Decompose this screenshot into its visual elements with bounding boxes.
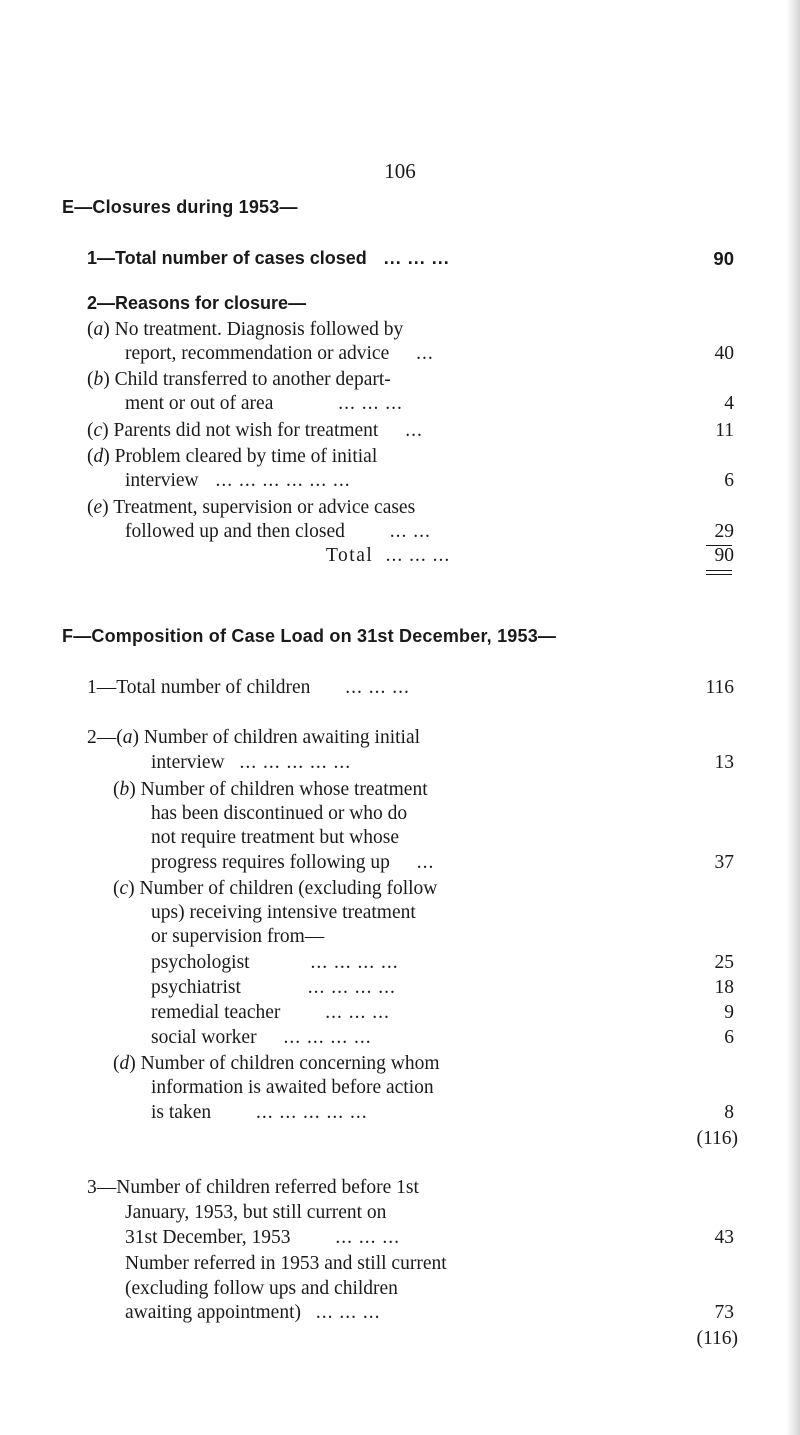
f-item2c-psychiatrist: psychiatrist ... ... ... ... — [151, 977, 396, 998]
e-reason-b-value: 4 — [724, 393, 734, 414]
e-reason-c-value: 11 — [715, 420, 734, 441]
f-item3b-line2: (excluding follow ups and children — [125, 1278, 398, 1299]
e-total-double-rule-2 — [706, 574, 732, 575]
f-item2a-cont: interview ... ... ... ... ... — [151, 752, 352, 773]
f-item3-line3: 31st December, 1953 ... ... ... — [125, 1227, 400, 1248]
f-item2b-value: 37 — [714, 852, 734, 873]
f-item2d-value: 8 — [724, 1102, 734, 1123]
e-reason-a-value: 40 — [714, 343, 734, 364]
e-reason-e-value: 29 — [714, 521, 734, 542]
f-item2a-value: 13 — [714, 752, 734, 773]
f-item2c-psychologist: psychologist ... ... ... ... — [151, 952, 399, 973]
f-item2c-psychologist-value: 25 — [714, 952, 734, 973]
e-reason-d: (d) Problem cleared by time of initial — [87, 446, 378, 467]
f-item2d: (d) Number of children concerning whom — [113, 1053, 440, 1074]
e-reason-c: (c) Parents did not wish for treatment ... — [87, 420, 423, 441]
e-reason-a: (a) No treatment. Diagnosis followed by — [87, 319, 404, 340]
f-item3-value: 43 — [714, 1227, 734, 1248]
e-total: Total ... ... ... — [326, 545, 451, 566]
page-edge-shadow — [786, 0, 800, 1435]
e-reason-b: (b) Child transferred to another depart- — [87, 369, 391, 390]
e-reason-d-cont: interview ... ... ... ... ... ... — [125, 470, 351, 491]
f-item3b-value: 73 — [714, 1302, 734, 1323]
f-item2c-remedial-teacher: remedial teacher ... ... ... — [151, 1002, 390, 1023]
e-item1-value: 90 — [713, 248, 734, 269]
f-item2b-line4: progress requires following up ... — [151, 852, 435, 873]
f-item2c-psychiatrist-value: 18 — [714, 977, 734, 998]
e-item2-heading: 2—Reasons for closure— — [87, 293, 307, 313]
f-item2c-line3: or supervision from— — [151, 926, 325, 947]
e-item1-dots: ... ... ... — [383, 248, 450, 268]
e-item1 — [87, 248, 450, 269]
f-item2d-line3: is taken ... ... ... ... ... — [151, 1102, 368, 1123]
e-reason-d-value: 6 — [724, 470, 734, 491]
section-e-heading: E—Closures during 1953— — [62, 197, 298, 217]
e-reason-a-cont: report, recommendation or advice ... — [125, 343, 434, 364]
f-item2c: (c) Number of children (excluding follow — [113, 878, 438, 899]
e-reason-e: (e) Treatment, supervision or advice cases — [87, 497, 416, 518]
e-item1-label: 1—Total number of cases closed — [87, 248, 367, 268]
f-item3b: Number referred in 1953 and still current — [125, 1253, 447, 1274]
f-item1: 1—Total number of children ... ... ... — [87, 677, 410, 698]
f-item3: 3—Number of children referred before 1st — [87, 1177, 419, 1198]
e-reason-e-cont: followed up and then closed ... ... — [125, 521, 431, 542]
f-item2c-line2: ups) receiving intensive treatment — [151, 902, 416, 923]
f-item2c-remedial-teacher-value: 9 — [724, 1002, 734, 1023]
section-f-heading: F—Composition of Case Load on 31st December, 1953— — [62, 626, 557, 646]
e-reason-b-cont: ment or out of area ... ... ... — [125, 393, 403, 414]
e-total-double-rule-1 — [706, 570, 732, 571]
f-item2b-line2: has been discontinued or who do — [151, 803, 408, 824]
f-item3-subtotal: (116) — [696, 1328, 738, 1349]
f-item2c-social-worker: social worker ... ... ... ... — [151, 1027, 372, 1048]
f-item1-value: 116 — [705, 677, 734, 698]
e-total-value: 90 — [714, 545, 734, 566]
f-item2a: 2—(a) Number of children awaiting initial — [87, 727, 421, 748]
f-item2c-social-worker-value: 6 — [724, 1027, 734, 1048]
page-number: 106 — [384, 159, 416, 183]
f-item2-subtotal: (116) — [696, 1128, 738, 1149]
f-item3-line2: January, 1953, but still current on — [125, 1202, 387, 1223]
f-item2b-line3: not require treatment but whose — [151, 827, 400, 848]
f-item3b-line3: awaiting appointment) ... ... ... — [125, 1302, 381, 1323]
f-item2d-line2: information is awaited before action — [151, 1077, 434, 1098]
f-item2b: (b) Number of children whose treatment — [113, 779, 428, 800]
